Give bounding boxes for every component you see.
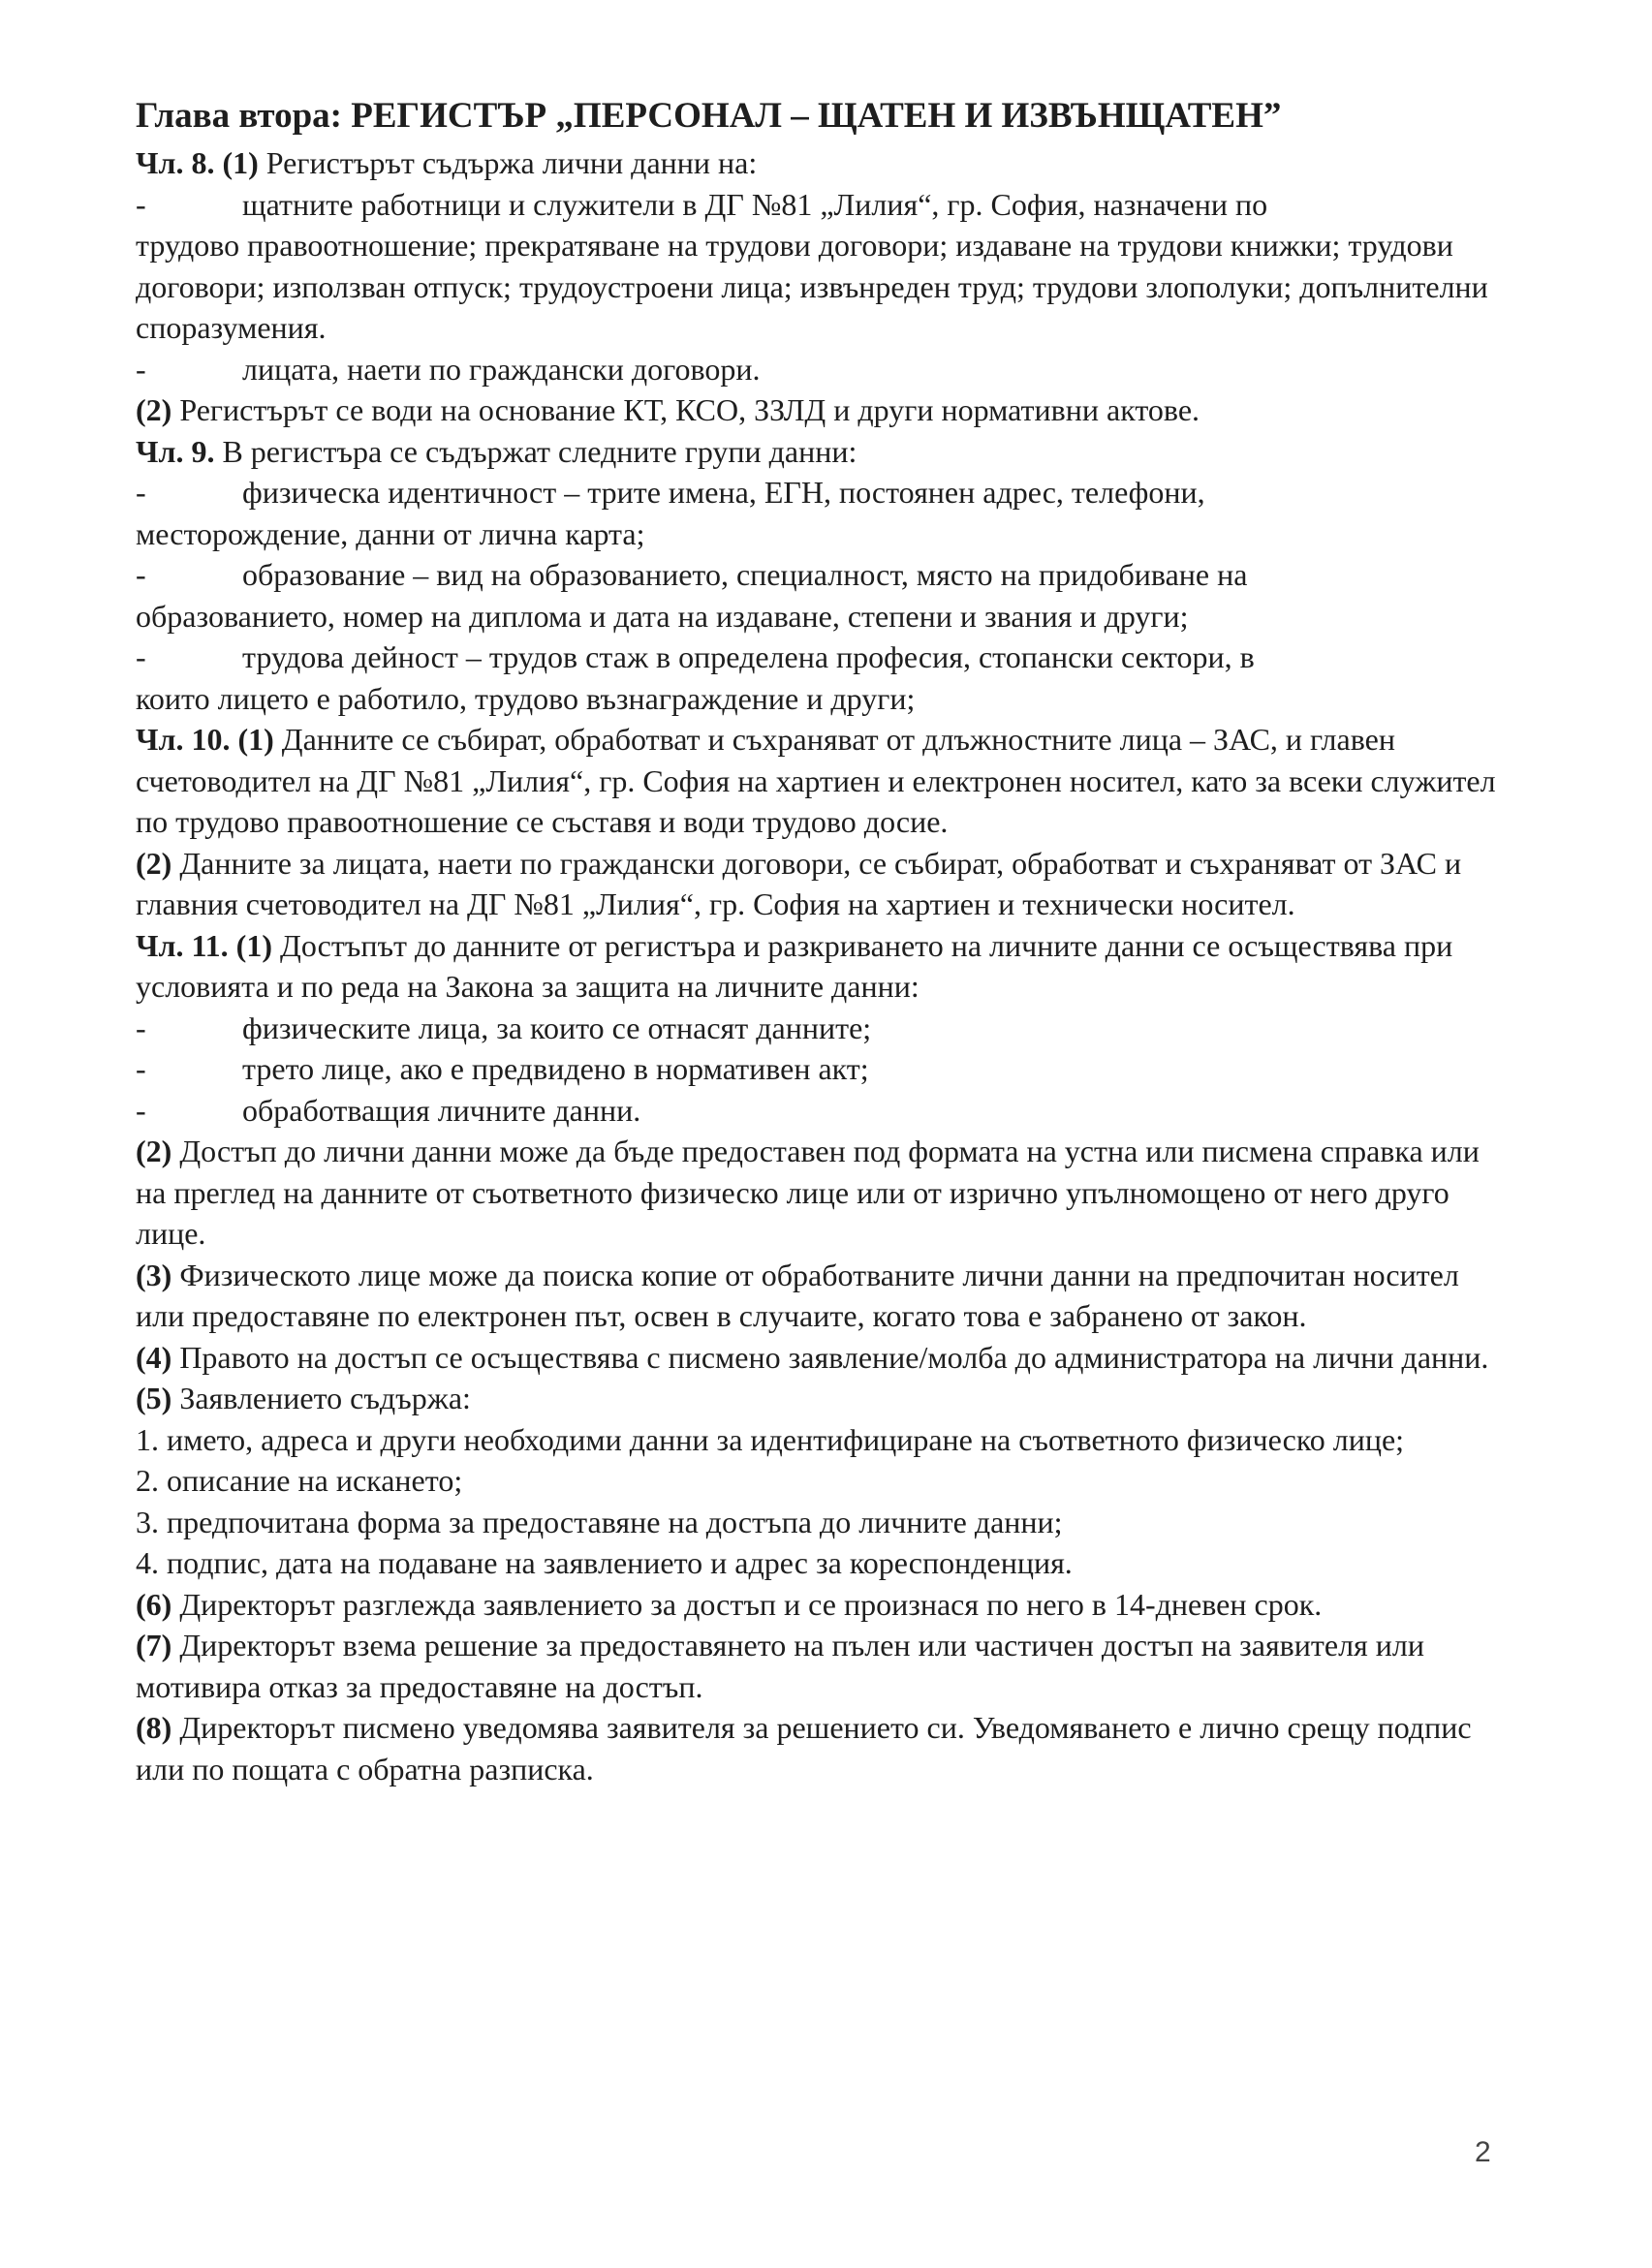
document-page — [136, 92, 1512, 1789]
art11-para3: (3) Физическото лице може да поиска копие от обработваните лични данни на предпочитан носител или предоставяне по електронен път, освен в случаите, когато това е забранено от закон. — [136, 1257, 1459, 1333]
art8-dash1: - щатните работници и служители в ДГ №81 „Лилия“, гр. София, назначени по — [136, 186, 1268, 222]
art11-para8: (8) Директорът писмено уведомява заявителя за решението си. Уведомяването е лично срещу подпис или по пощата с обратна разписка. — [136, 1710, 1472, 1786]
art9-dash1-cont: месторождение, данни от лична карта; — [136, 515, 645, 551]
art11-para2: (2) Достъп до лични данни може да бъде предоставен под формата на устна или писмена справка или на преглед на данните от съответното физическо лице или от изрично упълномощено от него друго лице. — [136, 1134, 1480, 1251]
art9-para: Чл. 9. В регистъра се съдържат следните групи данни: — [136, 433, 857, 469]
art8-label: Чл. 8. (1) — [136, 145, 259, 180]
art8-para2: (2) Регистърът се води на основание КТ, КСО, ЗЗЛД и други нормативни актове. — [136, 392, 1200, 427]
art11-para5: (5) Заявлението съдържа: — [136, 1381, 471, 1415]
list-item: 1. името, адреса и други необходими данни за идентифициране на съответното физическо лице; — [136, 1421, 1405, 1457]
art8-dash2: - лицата, наети по граждански договори. — [136, 351, 761, 387]
art9-label: Чл. 9. — [136, 433, 215, 469]
list-item: 2. описание на искането; — [136, 1463, 463, 1498]
art11-dash3: - обработващия личните данни. — [136, 1092, 641, 1128]
art8-para1: Чл. 8. (1) Регистърът съдържа лични данни на: — [136, 145, 758, 180]
art10-para2: (2) Данните за лицата, наети по граждански договори, се събират, обработват и съхраняват от ЗАС и главния счетоводител на ДГ №81 „Лилия“, гр. София на хартиен и технически носител. — [136, 845, 1462, 921]
art11-para6: (6) Директорът разглежда заявлението за достъп и се произнася по него в 14-дневен срок. — [136, 1586, 1323, 1622]
art9-dash3: - трудова дейност – трудов стаж в определена професия, стопански сектори, в — [136, 639, 1255, 674]
chapter-heading: Глава втора: РЕГИСТЪР „ПЕРСОНАЛ – ЩАТЕН И ИЗВЪНЩАТЕН” — [136, 96, 1282, 136]
art9-dash2-cont: образованието, номер на диплома и дата на издаване, степени и звания и други; — [136, 598, 1189, 634]
art11-para1: Чл. 11. (1) Достъпът до данните от регистъра и разкриването на личните данни се осъществява при условията и по реда на Закона за защита на личните данни: — [136, 927, 1453, 1004]
art8-dash1-cont: трудово правоотношение; прекратяване на трудови договори; издаване на трудови книжки; трудови договори; използван отпуск; трудоустроени лица; извънреден труд; трудови злополуки; допълнителни споразумения. — [136, 228, 1488, 345]
art11-dash2: - трето лице, ако е предвидено в нормативен акт; — [136, 1051, 869, 1086]
list-item: 4. подпис, дата на подаване на заявлението и адрес за кореспонденция. — [136, 1545, 1073, 1580]
art10-para1: Чл. 10. (1) Данните се събират, обработват и съхраняват от длъжностните лица – ЗАС, и главен счетоводител на ДГ №81 „Лилия“, гр. София на хартиен и електронен носител, като за всеки служител по трудово правоотношение се съставя и води трудово досие. — [136, 722, 1496, 839]
list-item: 3. предпочитана форма за предоставяне на достъпа до личните данни; — [136, 1504, 1063, 1539]
art11-para4: (4) Правото на достъп се осъществява с писмено заявление/молба до администратора на лични данни. — [136, 1339, 1489, 1375]
art11-label: Чл. 11. (1) — [136, 927, 272, 963]
art10-label: Чл. 10. (1) — [136, 722, 274, 757]
art11-para7: (7) Директорът взема решение за предоставянето на пълен или частичен достъп на заявителя или мотивира отказ за предоставяне на достъп. — [136, 1628, 1424, 1704]
page-number: 2 — [1475, 2136, 1491, 2168]
art9-dash2: - образование – вид на образованието, специалност, място на придобиване на — [136, 557, 1248, 592]
art9-dash1: - физическа идентичност – трите имена, ЕГН, постоянен адрес, телефони, — [136, 475, 1205, 510]
art9-dash3-cont: които лицето е работило, трудово възнаграждение и други; — [136, 680, 916, 716]
art11-dash1: - физическите лица, за които се отнасят данните; — [136, 1010, 872, 1045]
